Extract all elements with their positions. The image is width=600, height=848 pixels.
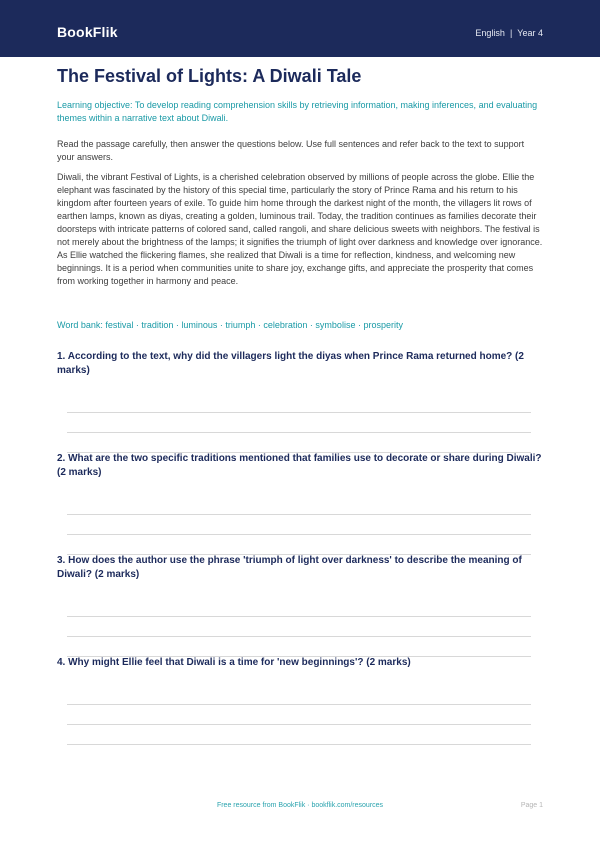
question-1: 1. According to the text, why did the villagers light the diyas when Prince Rama returned home? (2 marks) xyxy=(57,351,524,376)
subject-label: English xyxy=(475,28,505,38)
learning-objective: Learning objective: To develop reading comprehension skills by retrieving information, making inferences, and evaluating themes within a narrative text about Diwali. xyxy=(57,100,538,123)
brand-logo: BookFlik xyxy=(57,24,118,40)
answer-line[interactable] xyxy=(67,636,531,637)
question-2: 2. What are the two specific traditions mentioned that families use to decorate or share during Diwali? (2 marks) xyxy=(57,453,542,478)
page-number: Page 1 xyxy=(520,802,543,809)
year-level-label: Year 4 xyxy=(517,28,543,38)
answer-line[interactable] xyxy=(67,724,531,725)
page-title: The Festival of Lights: A Diwali Tale xyxy=(57,66,362,86)
answer-line[interactable] xyxy=(67,704,531,705)
header-meta xyxy=(475,28,543,38)
instructions: Read the passage carefully, then answer the questions below. Use full sentences and refer back to the text to support your answers. xyxy=(57,139,525,162)
footer-credit: Free resource from BookFlik · bookflik.com/resources xyxy=(216,802,384,809)
answer-line[interactable] xyxy=(67,514,531,515)
answer-line[interactable] xyxy=(67,412,531,413)
question-4: 4. Why might Ellie feel that Diwali is a time for 'new beginnings'? (2 marks) xyxy=(57,657,411,668)
reading-passage: Diwali, the vibrant Festival of Lights, is a cherished celebration observed by millions of people across the globe. Ellie the elephant was fascinated by the history of this special time, particularly the story of Prince Rama and his return to his kingdom after fourteen years of exile. To guide him home through the darkest night of the month, the villagers lit rows of earthen lamps, known as diyas, creating a golden, luminous trail. Today, the tradition continues as families decorate their doorsteps with intricate patterns of colored sand, called rangoli, and share delicious sweets with neighbors. The festival is not merely about the brightness of the lamps; it signifies the triumph of light over darkness and knowledge over ignorance. As Ellie watched the flickering flames, she realized that Diwali is a time for reflection, kindness, and welcoming new beginnings. It is a period when communities unite to share joy, exchange gifts, and appreciate the prosperity that comes from working together in harmony and peace. xyxy=(57,172,543,286)
word-bank: Word bank: festival · tradition · luminous · triumph · celebration · symbolise · prosperity xyxy=(57,320,403,330)
page-header xyxy=(0,0,600,57)
answer-line[interactable] xyxy=(67,534,531,535)
answer-line[interactable] xyxy=(67,744,531,745)
answer-line[interactable] xyxy=(67,616,531,617)
answer-line[interactable] xyxy=(67,432,531,433)
header-separator: | xyxy=(509,28,513,38)
question-3: 3. How does the author use the phrase 'triumph of light over darkness' to describe the meaning of Diwali? (2 marks) xyxy=(57,555,522,580)
